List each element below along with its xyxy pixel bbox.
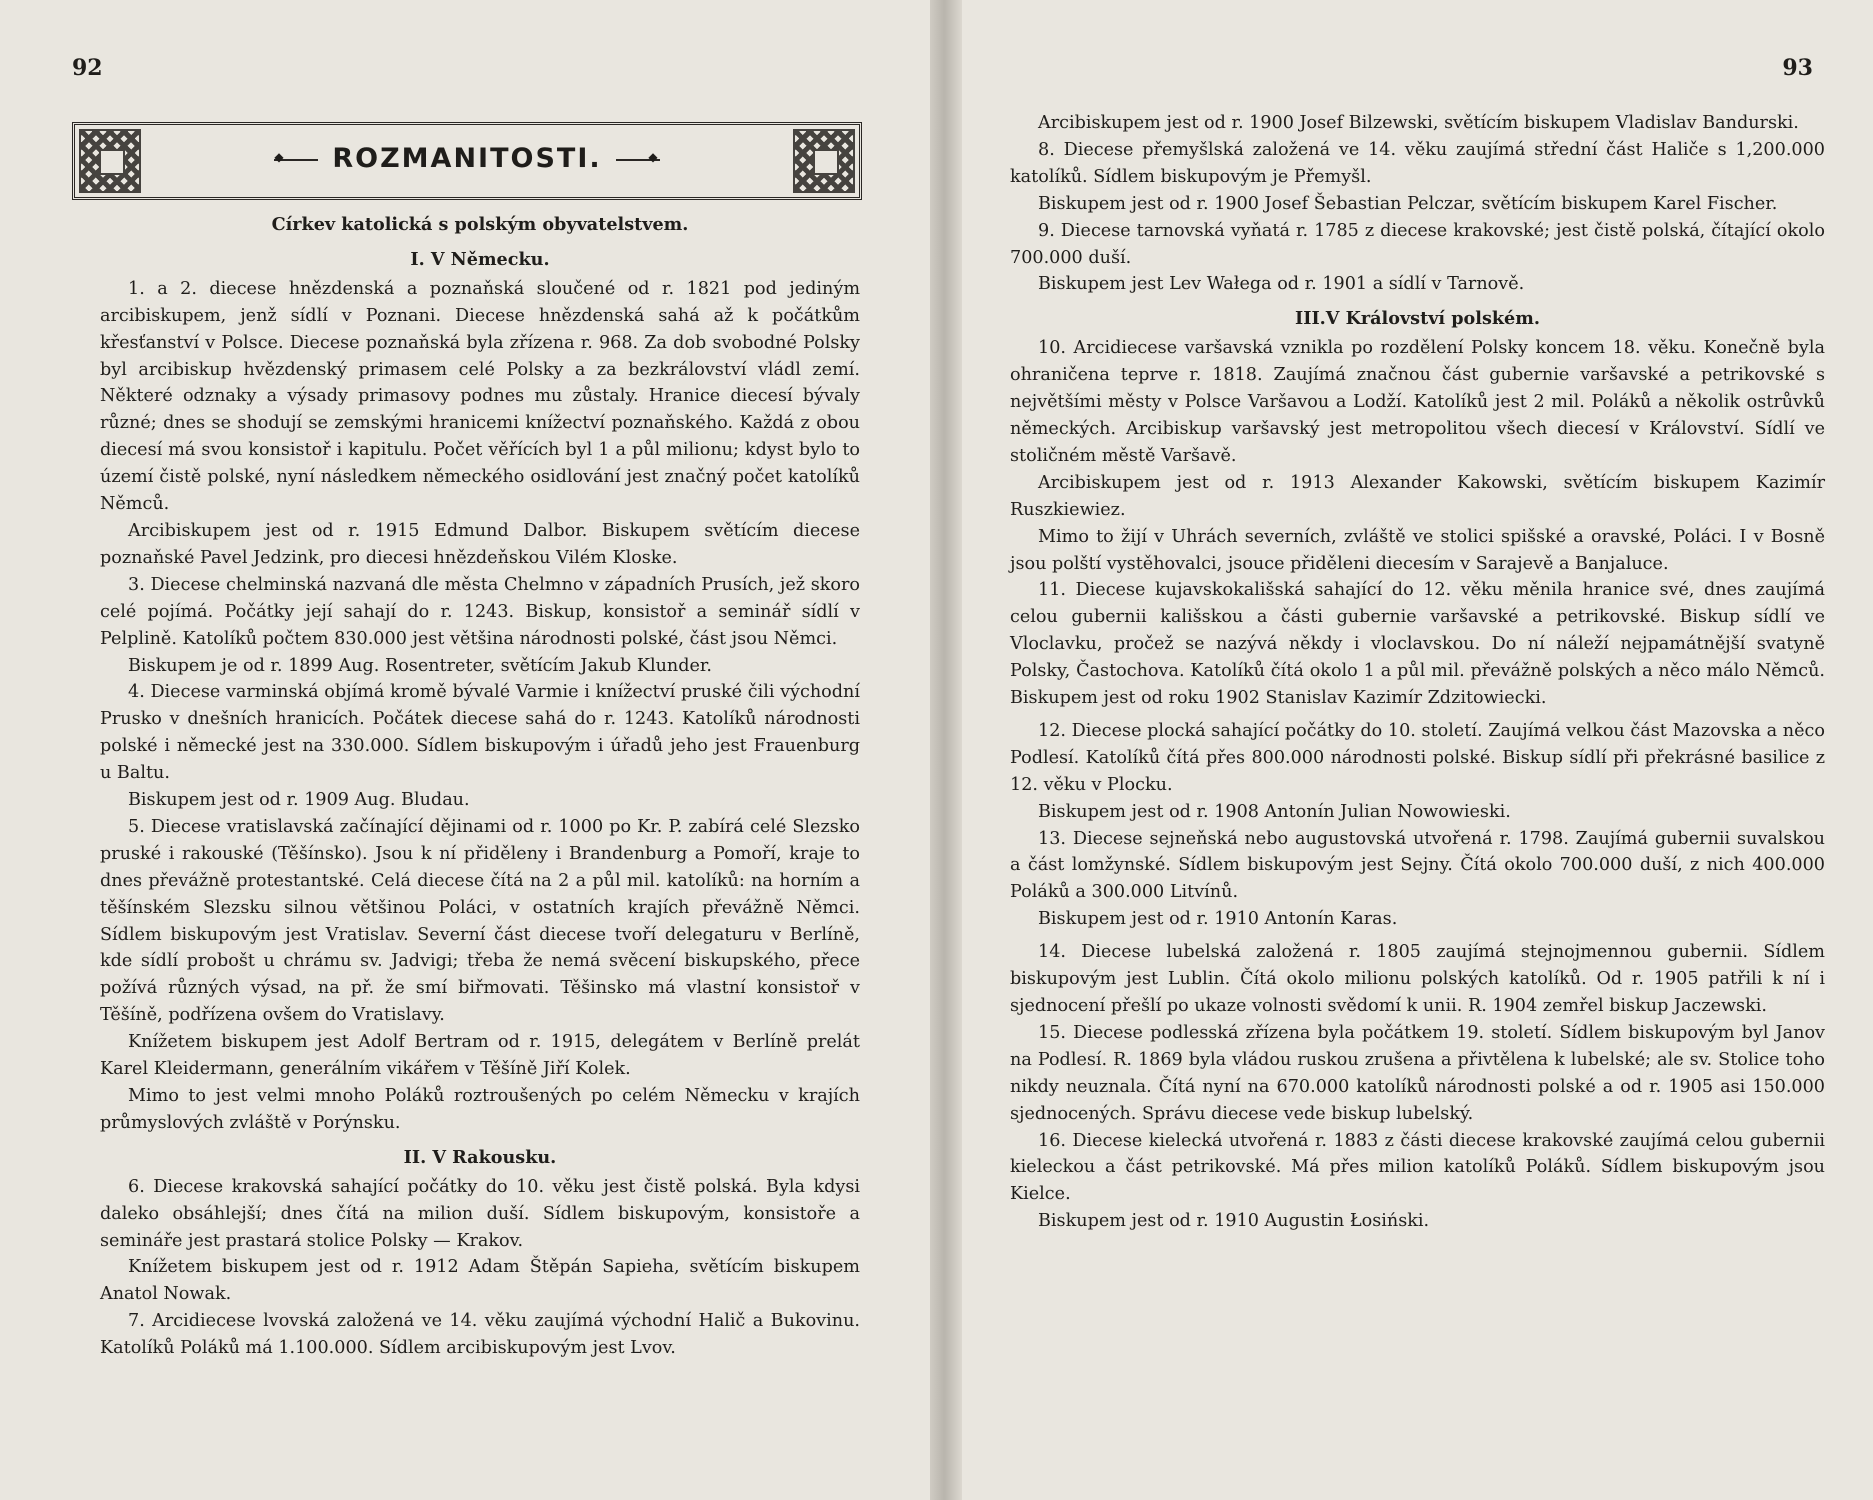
paragraph: 14. Diecese lubelská založená r. 1805 zaujímá stejnojmennou gubernii. Sídlem biskupovým jest Lublin. Čítá okolo milionu polských katolíků. Od r. 1905 patřili k ní i sjednocení přešlí po ukaze volnosti svědomí k unii. R. 1904 zemřel biskup Jaczewski.	[1010, 942, 1825, 1016]
paragraph: 10. Arcidiecese varšavská vznikla po rozdělení Polsky koncem 18. věku. Konečně byla ohraničena teprve r. 1818. Zaujímá značnou část gubernie varšavské a petrikovské s největšími městy v Polsce Varšavou a Lodží. Katolíků jest 2 mil. Poláků a několik ostrůvků německých. Arcibiskup varšavský jest metropolitou všech diecesí v Království. Sídlí ve stoličném městě Varšavě.	[1010, 338, 1825, 466]
paragraph: Arcibiskupem jest od r. 1915 Edmund Dalbor. Biskupem světícím diecese poznaňské Pavel Jedzink, pro diecesi hnězdeňskou Vilém Kloske.	[100, 520, 860, 568]
paragraph: Mimo to jest velmi mnoho Poláků roztroušených po celém Německu v krajích průmyslových zvláště v Porýnsku.	[100, 1086, 860, 1133]
paragraph: Biskupem jest Lev Wałega od r. 1901 a sídlí v Tarnově.	[1038, 274, 1525, 295]
paragraph: Biskupem jest od r. 1908 Antonín Julian Nowowieski.	[1038, 801, 1511, 822]
section-title: I. V Německu.	[410, 248, 550, 270]
paragraph: 16. Diecese kielecká utvořená r. 1883 z části diecese krakovské zaujímá celou gubernii kieleckou a část petrikovské. Má přes milion katolíků Poláků. Sídlem biskupovým jsou Kielce.	[1010, 1130, 1825, 1205]
section-header-box	[72, 122, 862, 200]
paragraph: 15. Diecese podlesská zřízena byla počátkem 19. století. Sídlem biskupovým byl Janov na Podlesí. R. 1869 byla vládou ruskou zrušena a přivtělena k lubelské; ale sv. Stolice toho nikdy neuznala. Čítá nyní na 670.000 katolíků národnosti polské a od r. 1905 asi 150.000 sjednocených. Správu diecese vede biskup lubelský.	[1010, 1022, 1825, 1124]
ornament-left-icon	[79, 129, 141, 193]
subtitle: Církev katolická s polským obyvatelstvem.	[271, 214, 689, 235]
paragraph: 3. Diecese chelminská nazvaná dle města Chelmno v západních Prusích, jež skoro celé pojímá. Počátky její sahají do r. 1243. Biskup, konsistoř a seminář sídlí v Pelplině. Katolíků počtem 830.000 jest většina národnosti polské, část jsou Němci.	[100, 574, 860, 649]
paragraph: Biskupem jest od r. 1900 Josef Šebastian Pelczar, světícím biskupem Karel Fischer.	[1038, 193, 1778, 214]
paragraph: 4. Diecese varminská objímá kromě bývalé Varmie i knížectví pruské čili východní Prusko v dnešních hranicích. Počátek diecese sahá do r. 1243. Katolíků národnosti polské i německé jest na 330.000. Sídlem biskupovým i úřadů jeho jest Frauenburg u Baltu.	[100, 682, 860, 784]
paragraph: Biskupem jest od r. 1909 Aug. Bludau.	[128, 790, 470, 811]
ornament-right-icon	[793, 129, 855, 193]
left-page	[0, 0, 930, 1500]
left-text-column	[100, 212, 860, 1362]
section-heading	[155, 143, 779, 174]
right-text-column	[1010, 110, 1825, 1235]
paragraph: Knížetem biskupem jest od r. 1912 Adam Štěpán Sapieha, světícím biskupem Anatol Nowak.	[100, 1257, 860, 1305]
paragraph: Biskupem je od r. 1899 Aug. Rosentreter, světícím Jakub Klunder.	[128, 655, 712, 676]
section-title: II. V Rakousku.	[403, 1146, 557, 1168]
paragraph: Biskupem jest od r. 1910 Antonín Karas.	[1038, 909, 1398, 930]
paragraph: Arcibiskupem jest od r. 1913 Alexander Kakowski, světícím biskupem Kazimír Ruszkiewiez.	[1010, 472, 1825, 520]
book-gutter	[930, 0, 962, 1500]
page-number: 92	[72, 55, 103, 81]
section-title: III.V Království polském.	[1294, 308, 1540, 330]
paragraph: 9. Diecese tarnovská vyňatá r. 1785 z diecese krakovské; jest čistě polská, čítající okolo 700.000 duší.	[1010, 220, 1825, 268]
arrow-left-icon	[274, 159, 318, 161]
arrow-right-icon	[616, 159, 660, 161]
page-number: 93	[1782, 55, 1813, 81]
paragraph: 5. Diecese vratislavská začínající dějinami od r. 1000 po Kr. P. zabírá celé Slezsko pruské i rakouské (Těšínsko). Jsou k ní přiděleny i Brandenburg a Pomoří, kraje to dnes převážně protestantské. Celá diecese čítá na 2 a půl mil. katolíků: na horním a těšínském Slezsku silnou většinou Poláci, v ostatních krajích převážně Němci. Sídlem biskupovým jest Vratislav. Severní část diecese tvoří delegaturu v Berlíně, kde sídlí probošt u chrámu sv. Jadvigi; třeba že nemá svěcení biskupského, přece požívá různých výsad, na př. že smí biřmovati. Těšinsko má vlastní konsistoř v Těšíně, podřízena ovšem do Vratislavy.	[100, 816, 860, 1026]
heading-text: ROZMANITOSTI.	[332, 143, 602, 174]
paragraph: Knížetem biskupem jest Adolf Bertram od r. 1915, delegátem v Berlíně prelát Karel Kleidermann, generálním vikářem v Těšíně Jiří Kolek.	[100, 1032, 860, 1080]
paragraph: 8. Diecese přemyšlská založená ve 14. věku zaujímá střední část Haliče s 1,200.000 katolíků. Sídlem biskupovým je Přemyšl.	[1010, 139, 1825, 187]
paragraph: 6. Diecese krakovská sahající počátky do 10. věku jest čistě polská. Byla kdysi daleko obsáhlejší; dnes čítá na milion duší. Sídlem biskupovým, konsistoře a semináře jest prastará stolice Polsky — Krakov.	[100, 1176, 860, 1251]
paragraph: 11. Diecese kujavskokališská sahající do 12. věku měnila hranice své, dnes zaujímá celou gubernii kališskou a části gubernie varšavské a petrikovské. Biskup sídlí ve Vloclavku, pročež se nazývá někdy i vloclavskou. Do ní náleží nejpamátnější svatyně Polsky, Častochova. Katolíků čítá okolo 1 a půl mil. převážně polských a něco málo Němců. Biskupem jest od roku 1902 Stanislav Kazimír Zdzitowiecki.	[1010, 580, 1825, 709]
paragraph: Mimo to žijí v Uhrách severních, zvláště ve stolici spišské a oravské, Poláci. I v Bosně jsou polští vystěhovalci, jsouce přiděleni diecesím v Sarajevě a Banjaluce.	[1010, 526, 1825, 574]
paragraph: Arcibiskupem jest od r. 1900 Josef Bilzewski, světícím biskupem Vladislav Bandurski.	[1038, 113, 1799, 133]
paragraph: 13. Diecese sejneňská nebo augustovská utvořená r. 1798. Zaujímá gubernii suvalskou a část lomžynské. Sídlem biskupovým jest Sejny. Čítá okolo 700.000 duší, z nich 400.000 Poláků a 300.000 Litvínů.	[1010, 828, 1825, 903]
paragraph: Biskupem jest od r. 1910 Augustin Łosiński.	[1038, 1211, 1430, 1232]
paragraph: 7. Arcidiecese lvovská založená ve 14. věku zaujímá východní Halič a Bukovinu. Katolíků Poláků má 1.100.000. Sídlem arcibiskupovým jest Lvov.	[100, 1311, 860, 1359]
paragraph: 12. Diecese plocká sahající počátky do 10. století. Zaujímá velkou část Mazovska a něco Podlesí. Katolíků čítá přes 800.000 národnosti polské. Biskup sídlí při překrásné basilice z 12. věku v Plocku.	[1010, 720, 1825, 795]
right-page	[962, 0, 1873, 1500]
paragraph: 1. a 2. diecese hnězdenská a poznaňská sloučené od r. 1821 pod jediným arcibiskupem, jenž sídlí v Poznani. Diecese hnězdenská sahá až k počátkům křesťanství v Polsce. Diecese poznaňská byla zřízena r. 968. Za dob svobodné Polsky byl arcibiskup hvězdenský primasem celé Polsky a za bezkrálovství vládl zemí. Některé odznaky a výsady primasovy podnes mu zůstaly. Hranice diecesí bývaly různé; dnes se shodují se zemskými hranicemi knížectví poznaňského. Každá z obou diecesí má svou konsistoř i kapitulu. Počet věřících byl 1 a půl milionu; kdyst bylo to území čistě polské, nyní následkem německého osidlování jest značný počet katolíků Němců.	[100, 278, 860, 515]
